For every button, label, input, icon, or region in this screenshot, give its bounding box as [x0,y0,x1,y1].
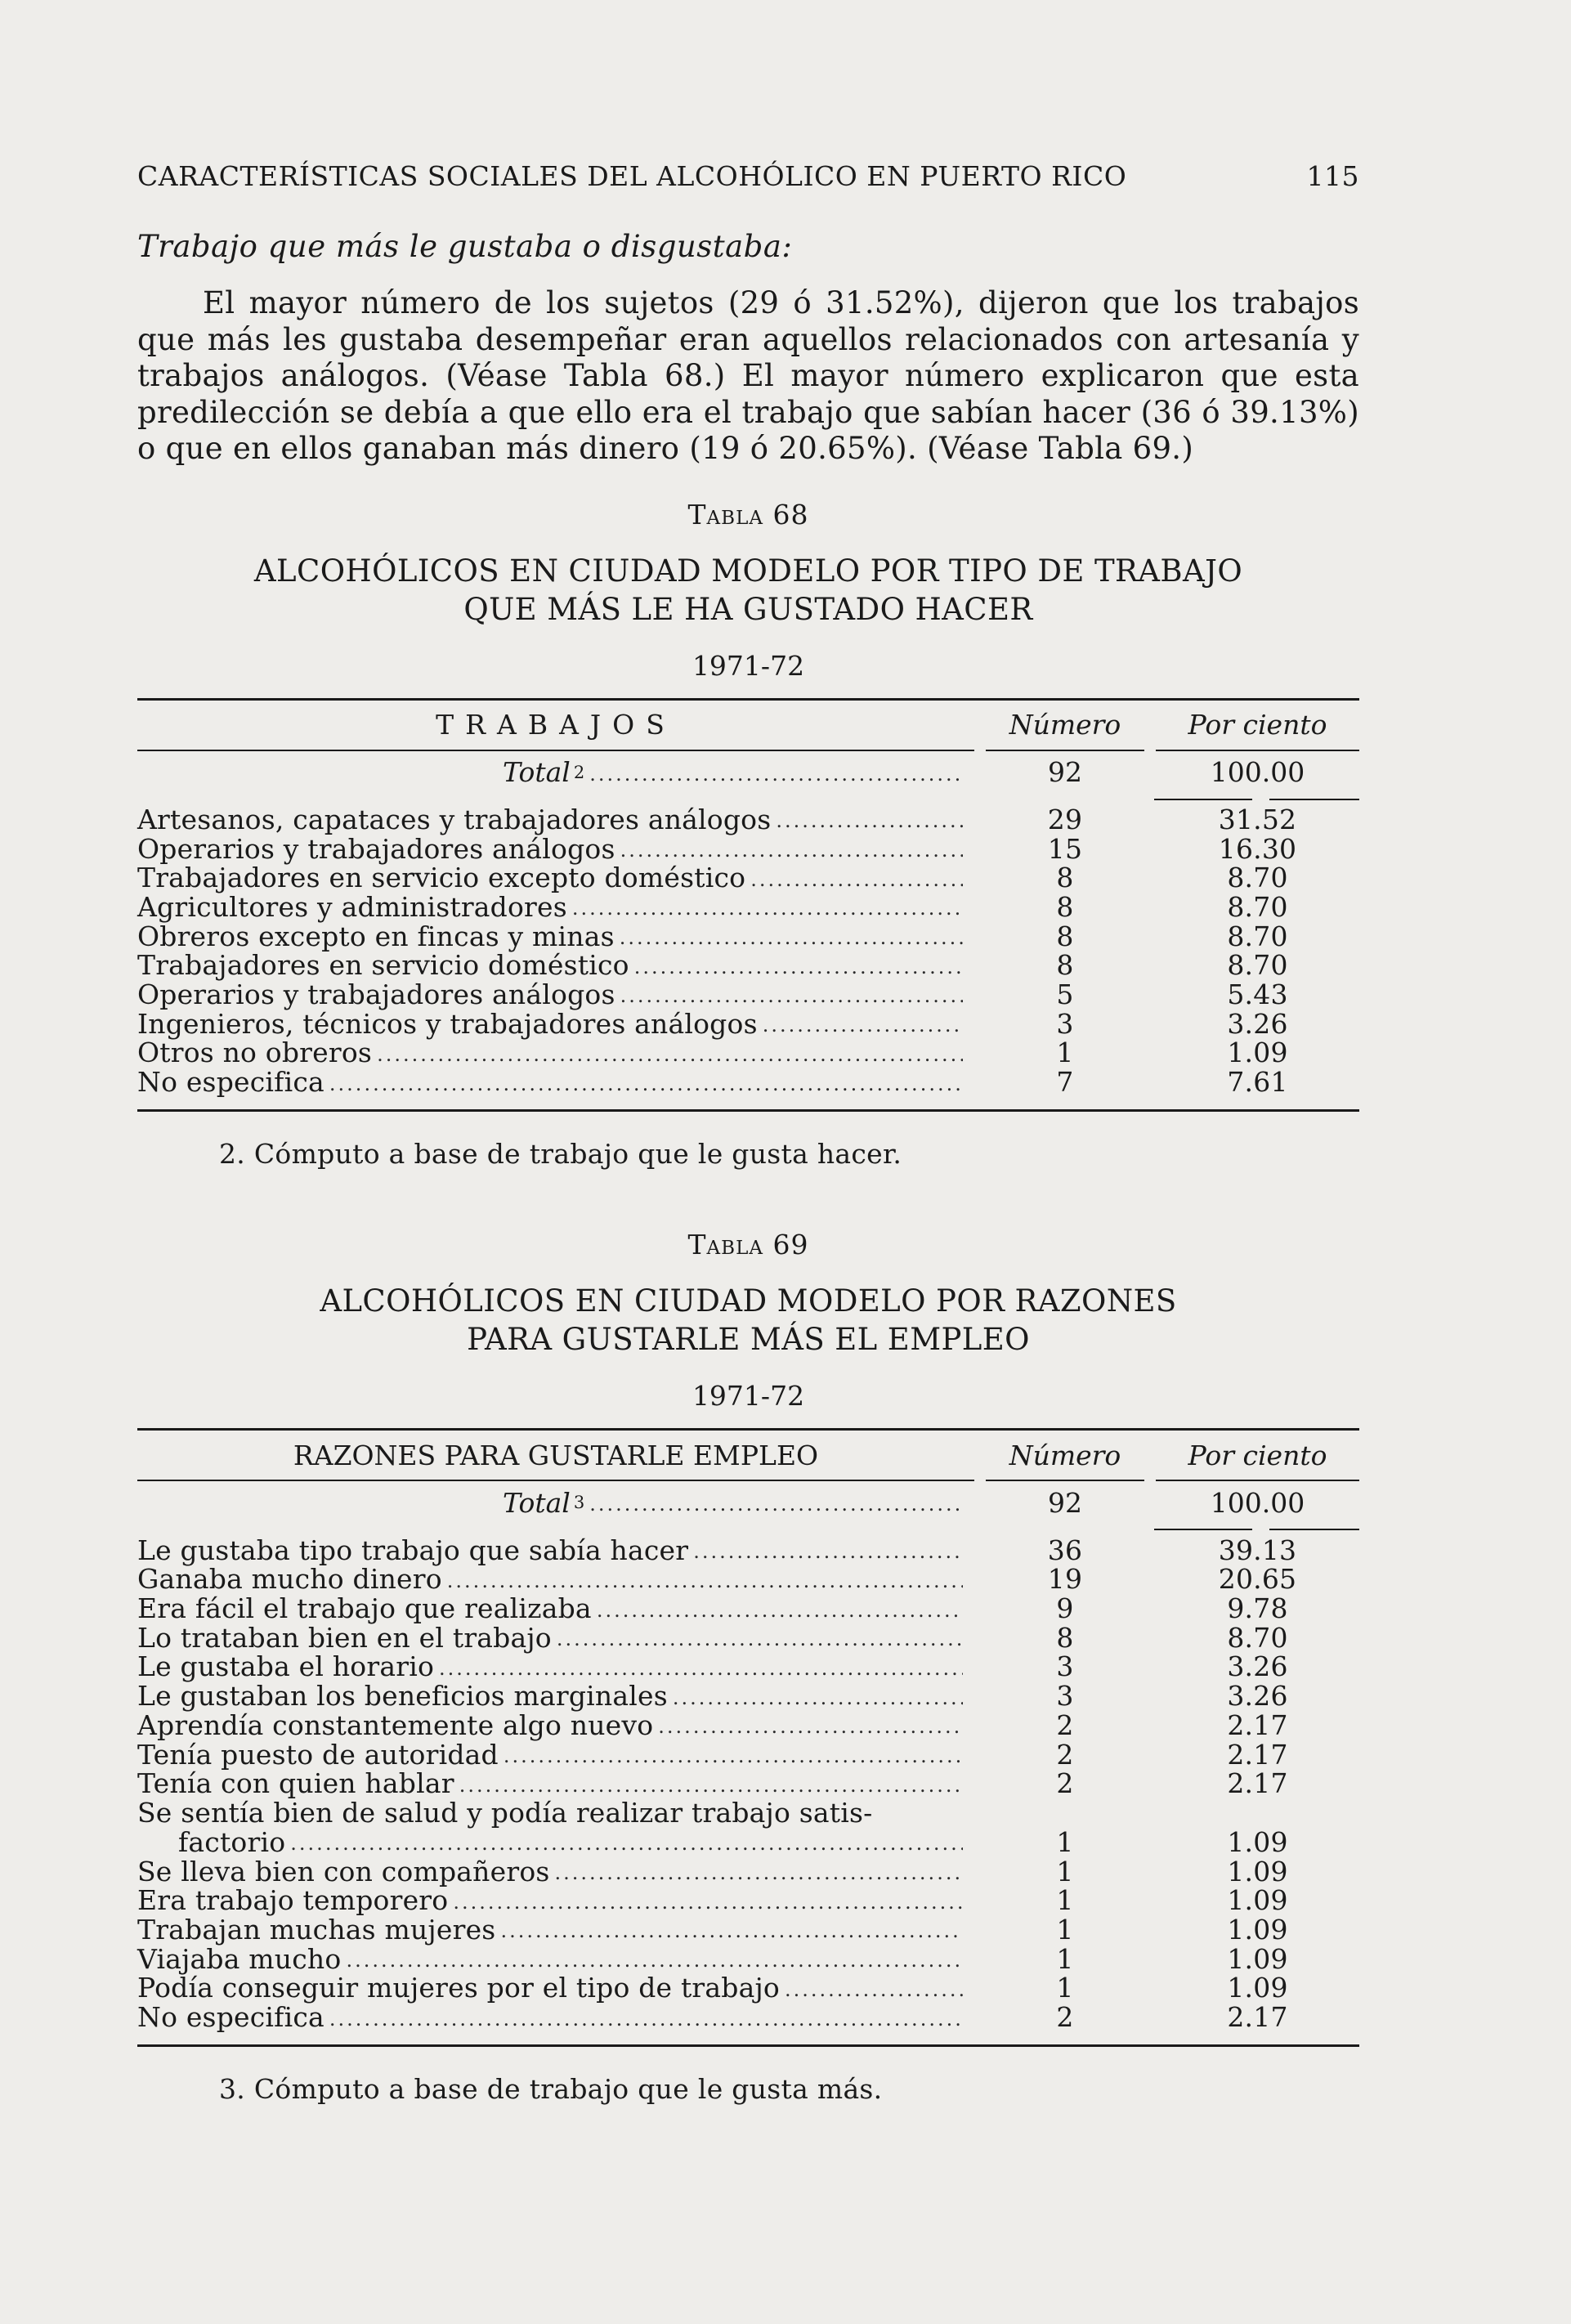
row-label: No especifica [137,2001,324,2034]
table-row [137,1886,1359,1915]
row-percent: 9.78 [1227,1592,1288,1625]
table-row [137,1068,1359,1097]
table-row [137,1623,1359,1652]
table-69 [137,1229,1359,2105]
table-row [137,1740,1359,1769]
row-label: No especifica [137,1066,324,1099]
table-row [137,2003,1359,2032]
table-header-row [137,701,1359,750]
row-number: 1 [1056,1884,1074,1917]
column-header-percent: Por ciento [1188,709,1327,741]
row-percent: 7.61 [1227,1066,1288,1099]
table-row [137,1009,1359,1038]
row-percent: 1.09 [1227,1972,1288,2004]
row-number: 2 [1056,1767,1074,1800]
leader-dots [658,1713,963,1737]
leader-dots [763,1011,963,1036]
row-percent: 1.09 [1227,1884,1288,1917]
row-number: 2 [1056,2001,1074,2034]
row-label: Trabajan muchas mujeres [137,1913,496,1946]
leader-dots [572,894,963,919]
table-body [137,1534,1359,2034]
table-row [137,805,1359,835]
row-percent: 31.52 [1218,803,1297,835]
row-percent: 5.43 [1227,978,1288,1010]
leader-dots [555,1859,963,1883]
table-year: 1971-72 [692,649,805,682]
row-number: 8 [1056,862,1074,894]
total-label: Total [503,1486,571,1519]
total-number: 92 [1048,756,1082,788]
column-header-number: Número [1009,1439,1121,1471]
total-underline [137,1520,1359,1532]
row-percent: 20.65 [1218,1563,1297,1596]
row-label: Le gustaba tipo trabajo que sabía hacer [137,1534,689,1566]
table-row [137,1708,1359,1741]
leader-dots [447,1567,963,1592]
table-row [137,921,1359,951]
row-number: 7 [1056,1066,1074,1099]
page-content [137,155,1359,2105]
body-paragraph: El mayor número de los sujetos (29 ó 31.52%), dijeron que los trabajos que más les gustaba desempeñar eran aquellos relacionados con artesanía y trabajos análogos. (Véase Tabla 68.) El mayor número explicaron que esta predilección se debía a que ello era el trabajo que sabían hacer (36 ó 39.13%) o que en ellos ganaban más dinero (19 ó 20.65%). (Véase Tabla 69.) [137,285,1359,466]
row-number: 8 [1056,1621,1074,1654]
leader-dots [620,836,963,861]
row-percent: 1.09 [1227,1825,1288,1858]
row-percent: 2.17 [1227,2001,1288,2034]
total-row [137,1484,1359,1520]
leader-dots [329,2005,963,2030]
row-number: 5 [1056,978,1074,1010]
section-heading: Trabajo que más le gustaba o disgustaba: [137,229,793,264]
row-number: 1 [1056,1972,1074,2004]
row-percent: 2.17 [1227,1767,1288,1800]
table-number: Tabla 69 [687,1229,809,1261]
row-percent: 1.09 [1227,1913,1288,1946]
leader-dots [693,1538,963,1562]
total-label: Total [503,756,571,788]
row-label: factorio [178,1825,286,1858]
table-header-row [137,1431,1359,1480]
column-header-label: RAZONES PARA GUSTARLE EMPLEO [293,1439,819,1471]
leader-dots [439,1655,963,1679]
table-title-line: ALCOHÓLICOS EN CIUDAD MODELO POR TIPO DE TRABAJO [253,553,1243,589]
row-percent: 3.26 [1227,1650,1288,1683]
row-percent: 2.17 [1227,1738,1288,1771]
row-number: 3 [1056,1007,1074,1040]
row-percent: 1.09 [1227,1037,1288,1069]
leader-dots [634,953,963,978]
row-number: 29 [1047,803,1083,835]
row-label: Viajaba mucho [137,1942,342,1975]
row-number: 3 [1056,1650,1074,1683]
row-number: 8 [1056,949,1074,982]
row-percent: 8.70 [1227,1621,1288,1654]
table-row [137,1038,1359,1068]
leader-dots [453,1888,963,1913]
row-label: Agricultores y administradores [137,890,567,923]
row-number: 1 [1056,1855,1074,1887]
total-percent: 100.00 [1210,756,1305,788]
row-label: Aprendía constantemente algo nuevo [137,1708,654,1741]
table-title [137,552,1359,629]
row-label: Operarios y trabajadores análogos [137,978,615,1010]
leader-dots [377,1041,963,1065]
table-68 [137,499,1359,1171]
leader-dots [673,1684,963,1708]
row-percent: 16.30 [1218,832,1297,865]
row-percent: 8.70 [1227,920,1288,952]
table-row [137,1856,1359,1886]
total-number: 92 [1048,1486,1082,1519]
table-footnote: 2. Cómputo a base de trabajo que le gusta hacer. [219,1138,902,1171]
row-percent: 1.09 [1227,1942,1288,1975]
table-row [137,951,1359,980]
leader-dots [504,1742,963,1767]
running-title: CARACTERÍSTICAS SOCIALES DEL ALCOHÓLICO EN PUERTO RICO [137,159,1127,192]
row-label: Podía conseguir mujeres por el tipo de trabajo [137,1972,780,2004]
row-number: 2 [1056,1738,1074,1771]
table-body [137,805,1359,1097]
table-row [137,1944,1359,1973]
row-label: Ganaba mucho dinero [137,1563,442,1596]
total-row [137,755,1359,790]
row-percent: 8.70 [1227,949,1288,982]
row-number: 15 [1047,832,1083,865]
leader-dots [589,760,963,785]
leader-dots [776,807,963,831]
row-number: 9 [1056,1592,1074,1625]
row-percent: 1.09 [1227,1855,1288,1887]
table-title-line: PARA GUSTARLE MÁS EL EMPLEO [467,1322,1030,1358]
row-number: 8 [1056,920,1074,952]
table-row [137,1915,1359,1945]
row-percent: 3.26 [1227,1007,1288,1040]
table-year: 1971-72 [692,1380,805,1413]
table-bottom-rule [137,2044,1359,2047]
table-row [137,1594,1359,1623]
row-percent: 2.17 [1227,1708,1288,1741]
footnote-ref: 2 [573,762,585,782]
row-label: Le gustaba el horario [137,1650,435,1683]
row-number: 19 [1047,1563,1083,1596]
row-percent: 3.26 [1227,1680,1288,1713]
row-number: 2 [1056,1708,1074,1741]
table-title-line: ALCOHÓLICOS EN CIUDAD MODELO POR RAZONES [320,1283,1177,1319]
row-label: Artesanos, capataces y trabajadores análogos [137,803,772,835]
row-number: 1 [1056,1825,1074,1858]
row-label: Otros no obreros [137,1037,373,1069]
footnote-ref: 3 [573,1493,585,1513]
column-header-number: Número [1009,709,1121,741]
table-row [137,1681,1359,1711]
row-label: Se sentía bien de salud y podía realizar trabajo satis- [137,1797,873,1829]
total-percent: 100.00 [1210,1486,1305,1519]
table-bottom-rule [137,1109,1359,1112]
leader-dots [459,1771,963,1796]
table-row-continuation [137,1825,1359,1858]
page-number: 115 [1306,159,1359,192]
row-label: Trabajadores en servicio excepto doméstico [137,862,746,894]
column-header-percent: Por ciento [1188,1439,1327,1471]
row-label: Trabajadores en servicio doméstico [137,949,629,982]
table-row [137,863,1359,893]
row-number: 1 [1056,1037,1074,1069]
table-row [137,980,1359,1010]
row-label: Le gustaban los beneficios marginales [137,1680,668,1713]
row-number: 3 [1056,1680,1074,1713]
row-label: Obreros excepto en fincas y minas [137,920,615,952]
row-label: Operarios y trabajadores análogos [137,832,615,865]
row-label: Ingenieros, técnicos y trabajadores análogos [137,1007,758,1040]
row-number: 1 [1056,1942,1074,1975]
leader-dots [620,924,963,948]
row-label: Se lleva bien con compañeros [137,1855,550,1887]
leader-dots [557,1625,963,1650]
row-number: 8 [1056,890,1074,923]
table-row [137,1973,1359,2003]
table-row [137,1652,1359,1681]
leader-dots [620,982,963,1006]
table-title [137,1282,1359,1359]
row-number: 1 [1056,1913,1074,1946]
running-head [137,155,1359,196]
table-row [137,1565,1359,1594]
row-label: Tenía con quien hablar [137,1767,454,1800]
row-label: Era trabajo temporero [137,1884,449,1917]
table-row [137,1798,1359,1828]
row-percent: 39.13 [1218,1534,1297,1566]
table-row [137,1535,1359,1565]
table-title-line: QUE MÁS LE HA GUSTADO HACER [463,591,1033,627]
leader-dots [785,1976,963,2000]
header-underline [137,750,1359,755]
column-header-label: TRABAJOS [436,709,676,741]
leader-dots [589,1490,963,1515]
table-footnote: 3. Cómputo a base de trabajo que le gusta más. [219,2073,883,2106]
table-row [137,1769,1359,1798]
leader-dots [290,1829,963,1854]
leader-dots [346,1946,963,1971]
table-row [137,890,1359,923]
leader-dots [500,1917,963,1941]
row-label: Era fácil el trabajo que realizaba [137,1592,592,1625]
leader-dots [750,866,963,890]
row-label: Tenía puesto de autoridad [137,1738,499,1771]
row-percent: 8.70 [1227,890,1288,923]
leader-dots [597,1596,963,1621]
leader-dots [329,1070,963,1095]
table-number: Tabla 68 [687,498,809,531]
total-underline [137,790,1359,802]
row-number: 36 [1047,1534,1083,1566]
row-percent: 8.70 [1227,862,1288,894]
header-underline [137,1480,1359,1484]
table-row [137,834,1359,863]
row-label: Lo trataban bien en el trabajo [137,1621,552,1654]
